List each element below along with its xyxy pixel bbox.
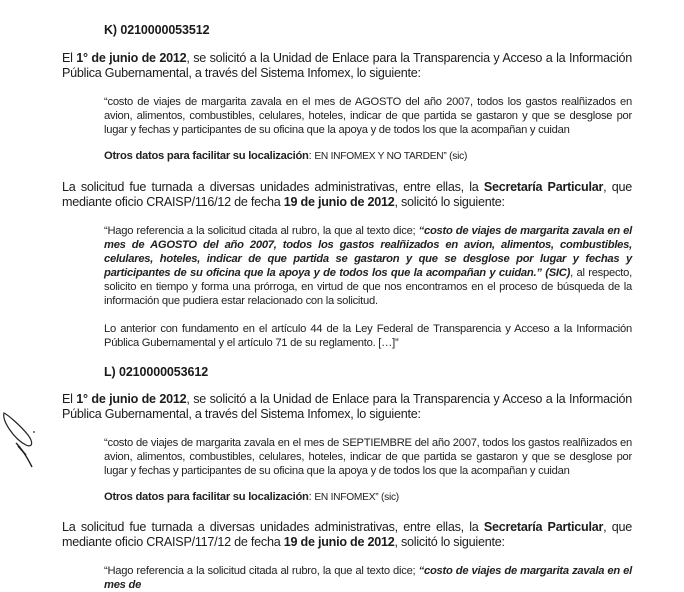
- turn-text: La solicitud fue turnada a diversas unidades administrativas, entre ellas, la: [62, 520, 484, 534]
- administrative-unit: Secretaría Particular: [483, 520, 604, 534]
- quoted-request: “costo de viajes de margarita zavala en el mes de: [104, 565, 632, 591]
- separator: :: [308, 150, 315, 162]
- other-data-label: Otros datos para facilitar su localización: [104, 491, 309, 503]
- turn-text: , solicitó lo siguiente:: [394, 535, 505, 549]
- office-date: 19 de junio de 2012: [283, 195, 395, 209]
- turn-text: , que mediante oficio CRAISP/116/12 de fecha: [62, 180, 632, 209]
- request-date: 1° de junio de 2012: [76, 51, 187, 65]
- separator: :: [308, 491, 315, 503]
- section-k-legal-basis: Lo anterior con fundamento en el artículo 44 de la Ley Federal de Transparencia y Acceso a la Información Pública Gubernamental y el artículo 71 de su reglamento. […]”: [104, 323, 632, 349]
- section-l-other-data: [104, 490, 632, 505]
- section-k-request-quote: “costo de viajes de margarita zavala en el mes de AGOSTO del año 2007, todos los gastos realñizados en avion, alimentos, combustibles, celulares, hoteles, indicar de que partida se gastaron y que se desglose por lugar y fechas y participantes de su oficina que la apoya y de todos los que la acompañan y cuidan: [104, 96, 632, 136]
- turn-text: , que mediante oficio CRAISP/117/12 de fecha: [62, 520, 632, 549]
- section-l-turn-paragraph: [62, 520, 632, 550]
- intro-text: , se solicitó a la Unidad de Enlace para la Transparencia y Acceso a la Información Pública Gubernamental, a través del Sistema Infomex, lo siguiente:: [62, 392, 632, 421]
- section-k-request-intro: [62, 51, 632, 81]
- section-k-turn-paragraph: [62, 180, 632, 210]
- other-data-label: Otros datos para facilitar su localización: [104, 150, 309, 162]
- turn-text: , solicitó lo siguiente:: [394, 195, 505, 209]
- section-k-other-data: [104, 149, 632, 164]
- quoted-request: “costo de viajes de margarita zavala en el mes de AGOSTO del año 2007, todos los gastos realñizados en avion, alimentos, combustibles, celulares, hoteles, indicar de que partida se gastaron y que se desglose por lugar y fechas y participantes de su oficina que la apoya y de todos los que la acompañan y cuidan.” (SIC): [104, 225, 632, 279]
- section-k-response-quote: [104, 224, 632, 308]
- administrative-unit: Secretaría Particular: [483, 180, 604, 194]
- turn-text: La solicitud fue turnada a diversas unidades administrativas, entre ellas, la: [62, 180, 484, 194]
- other-data-value: EN INFOMEX” (sic): [314, 492, 399, 503]
- intro-text: El: [62, 392, 77, 406]
- intro-text: , se solicitó a la Unidad de Enlace para la Transparencia y Acceso a la Información Pública Gubernamental, a través del Sistema Infomex, lo siguiente:: [62, 51, 632, 80]
- signature-mark-icon: [0, 405, 40, 475]
- response-text: “Hago referencia a la solicitud citada al rubro, la que al texto dice;: [104, 225, 419, 237]
- other-data-value: EN INFOMEX Y NO TARDEN” (sic): [314, 151, 468, 162]
- intro-text: El: [62, 51, 77, 65]
- section-k-heading: K) 0210000053512: [104, 23, 210, 37]
- request-date: 1° de junio de 2012: [76, 392, 187, 406]
- section-l-request-intro: [62, 392, 632, 422]
- response-text: , al respecto, solicito en tiempo y forma una prórroga, en virtud de que nos encontramos en el proceso de búsqueda de la información que pudiera estar relacionado con la solicitud.: [104, 267, 632, 307]
- section-l-heading: L) 0210000053612: [104, 365, 209, 379]
- section-l-response-quote: [104, 564, 632, 592]
- response-text: “Hago referencia a la solicitud citada al rubro, la que al texto dice;: [104, 565, 419, 577]
- section-l-request-quote: “costo de viajes de margarita zavala en el mes de SEPTIEMBRE del año 2007, todos los gastos realñizados en avion, alimentos, combustibles, celulares, hoteles, indicar de que partida se gastaron y que se desglose por lugar y fechas y participantes de su oficina que la apoya y de todos los que la acompañan y cuidan: [104, 437, 632, 477]
- office-date: 19 de junio de 2012: [283, 535, 395, 549]
